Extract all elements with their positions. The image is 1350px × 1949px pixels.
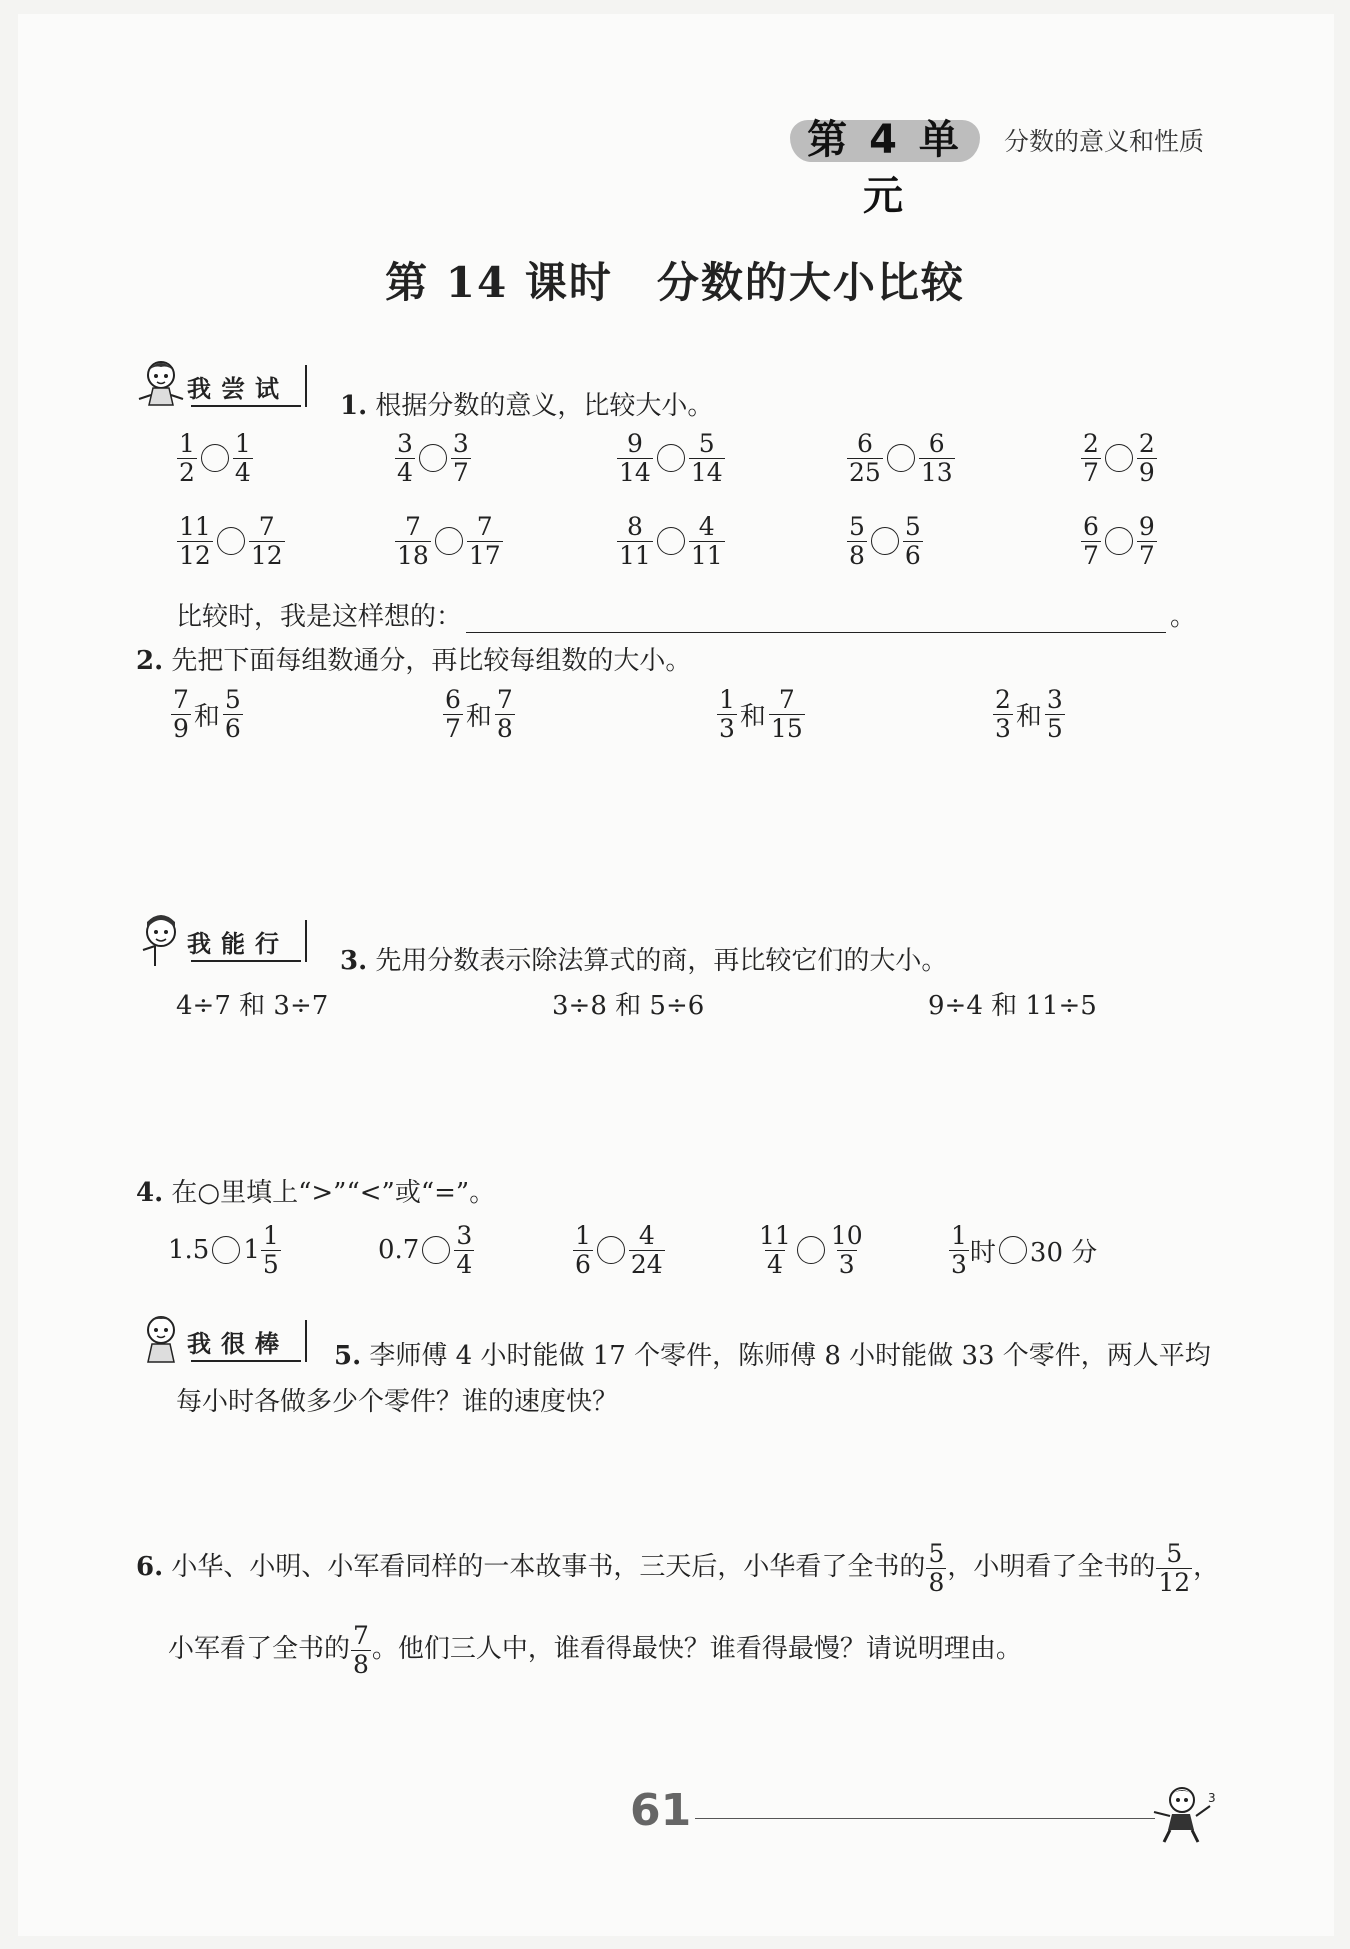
- comparison-item: [616, 430, 726, 486]
- q4-items: [168, 1222, 1168, 1292]
- question-text: 李师傅 4 小时能做 17 个零件，陈师傅 8 小时能做 33 个零件，两人平均: [369, 1341, 1211, 1371]
- fraction: $\frac{7}{8}$: [496, 685, 513, 743]
- fraction: $\frac{7}{9}$: [173, 685, 189, 743]
- section-label-try: 我尝试: [187, 375, 289, 403]
- answer-circle[interactable]: [657, 444, 685, 472]
- question-2-prompt: [136, 640, 691, 677]
- fraction: $\frac{1}{5}$: [262, 1221, 279, 1279]
- question-text: 先把下面每组数通分，再比较每组数的大小。: [171, 646, 692, 676]
- fraction-pair: $\frac{7}{9}$ 和 $\frac{5}{6}$: [173, 685, 241, 743]
- question-number: 5.: [334, 1341, 362, 1371]
- fraction: $\frac{6}{13}$: [920, 429, 953, 487]
- q3-item: 3÷8 和 5÷6: [552, 991, 705, 1021]
- question-text: 根据分数的意义，比较大小。: [375, 391, 714, 421]
- unit-subtitle: 分数的意义和性质: [1004, 127, 1205, 156]
- fraction: $\frac{11}{12}$: [179, 512, 211, 570]
- comparison-item: [176, 430, 254, 486]
- section-label-great: 我很棒: [187, 1330, 289, 1358]
- fraction: $\frac{4}{11}$: [690, 512, 723, 570]
- fraction: $\frac{4}{24}$: [630, 1221, 663, 1279]
- question-number: 1.: [340, 391, 368, 421]
- fraction: $\frac{5}{12}$: [1158, 1539, 1191, 1597]
- fraction: $\frac{7}{12}$: [250, 512, 283, 570]
- q2-pairs: [170, 686, 1170, 756]
- section-badge-try: [135, 355, 310, 413]
- section-badge-can: [135, 910, 310, 968]
- comparison-item: 0.7 $\frac{3}{4}$: [378, 1221, 473, 1279]
- question-number: 4.: [136, 1178, 164, 1208]
- answer-circle[interactable]: [1105, 444, 1133, 472]
- comparison-item: [846, 513, 924, 569]
- svg-text:3: 3: [1208, 1791, 1216, 1805]
- section-label-can: 我能行: [187, 930, 289, 958]
- answer-circle[interactable]: [797, 1236, 825, 1264]
- fraction: $\frac{6}{7}$: [1083, 512, 1099, 570]
- fraction: $\frac{7}{8}$: [353, 1621, 369, 1679]
- comparison-item: [394, 430, 472, 486]
- unit-banner: [790, 112, 980, 219]
- fraction: $\frac{3}{5}$: [1046, 685, 1063, 743]
- answer-circle[interactable]: [657, 527, 685, 555]
- q1-explanation: 比较时，我是这样想的： 。: [176, 602, 1197, 632]
- fraction: $\frac{2}{3}$: [995, 685, 1011, 743]
- comparison-item: [616, 513, 726, 569]
- fraction: $\frac{5}{14}$: [690, 429, 723, 487]
- question-5-line-1: [334, 1335, 1211, 1372]
- question-number: 3.: [340, 946, 368, 976]
- answer-circle[interactable]: [217, 527, 245, 555]
- question-6-line-2: 小军看了全书的 $\frac{7}{8}$ 。他们三人中，谁看得最快？谁看得最慢？请说明理由。: [168, 1621, 1022, 1679]
- fraction: $\frac{5}{8}$: [928, 1539, 945, 1597]
- fraction: $\frac{11}{4}$: [759, 1221, 791, 1279]
- kid-mascot-icon: [135, 1310, 187, 1368]
- section-underline: [191, 405, 301, 407]
- fraction: $\frac{3}{4}$: [456, 1221, 473, 1279]
- boy-mascot-icon: [135, 910, 187, 968]
- question-6-line-1: 6. 小华、小明、小军看同样的一本故事书，三天后，小华看了全书的 $\frac{5}{8}$ ，小明看了全书的 $\frac{5}{12}$ ，: [136, 1539, 1220, 1597]
- section-underline: [191, 960, 301, 962]
- comparison-item: [176, 513, 286, 569]
- fraction: $\frac{1}{6}$: [575, 1221, 591, 1279]
- fraction: $\frac{1}{3}$: [951, 1221, 967, 1279]
- fraction: $\frac{1}{2}$: [179, 429, 195, 487]
- explanation-prompt: 比较时，我是这样想的：: [176, 602, 463, 632]
- question-number: 6.: [136, 1552, 164, 1582]
- answer-circle[interactable]: [597, 1236, 625, 1264]
- comparison-item: [572, 1222, 666, 1278]
- fraction: $\frac{9}{14}$: [619, 429, 651, 487]
- fraction: $\frac{3}{7}$: [452, 429, 469, 487]
- comparison-item: [1080, 430, 1158, 486]
- fraction-pair: $\frac{6}{7}$ 和 $\frac{7}{8}$: [445, 685, 513, 743]
- fraction: $\frac{7}{15}$: [770, 685, 803, 743]
- answer-circle[interactable]: [999, 1236, 1027, 1264]
- fraction: $\frac{3}{4}$: [397, 429, 413, 487]
- section-badge-great: [135, 1310, 310, 1368]
- comparison-item: [1080, 513, 1158, 569]
- answer-circle[interactable]: [871, 527, 899, 555]
- section-divider: [305, 920, 307, 962]
- question-3-prompt: [340, 940, 947, 977]
- question-text: 在○里填上“>”“<”或“=”。: [171, 1178, 496, 1208]
- fraction: $\frac{1}{4}$: [234, 429, 251, 487]
- comparison-item: $\frac{1}{3}$ 时 30 分: [951, 1221, 1098, 1279]
- question-number: 2.: [136, 646, 164, 676]
- mascot-footer-icon: [1150, 1782, 1220, 1848]
- page-number: 61: [630, 1785, 692, 1836]
- fraction: $\frac{6}{25}$: [849, 429, 881, 487]
- answer-circle[interactable]: [1105, 527, 1133, 555]
- fraction: $\frac{9}{7}$: [1138, 512, 1155, 570]
- unit-label: 第 4 单元: [807, 117, 963, 219]
- question-1-prompt: [340, 385, 713, 422]
- answer-circle[interactable]: [422, 1236, 450, 1264]
- section-underline: [191, 1360, 301, 1362]
- fraction: $\frac{5}{6}$: [224, 685, 241, 743]
- answer-circle[interactable]: [435, 527, 463, 555]
- fraction-pair: $\frac{2}{3}$ 和 $\frac{3}{5}$: [995, 685, 1063, 743]
- fraction: $\frac{2}{9}$: [1138, 429, 1155, 487]
- girl-mascot-icon: [135, 355, 187, 413]
- answer-circle[interactable]: [201, 444, 229, 472]
- answer-circle[interactable]: [212, 1236, 240, 1264]
- section-divider: [305, 1320, 307, 1362]
- q3-item: 4÷7 和 3÷7: [176, 991, 329, 1021]
- answer-circle[interactable]: [887, 444, 915, 472]
- fraction-pair: $\frac{1}{3}$ 和 $\frac{7}{15}$: [719, 685, 803, 743]
- comparison-item: 1.5 1 $\frac{1}{5}$: [168, 1221, 279, 1279]
- question-5-line-2: 每小时各做多少个零件？谁的速度快？: [176, 1387, 619, 1417]
- comparison-item: [756, 1222, 866, 1278]
- fraction: $\frac{1}{3}$: [719, 685, 735, 743]
- q3-item: 9÷4 和 11÷5: [928, 991, 1097, 1021]
- footer-rule: [695, 1818, 1155, 1819]
- comparison-item: [846, 430, 956, 486]
- question-text: 先用分数表示除法算式的商，再比较它们的大小。: [375, 946, 948, 976]
- fraction: $\frac{6}{7}$: [445, 685, 461, 743]
- comparison-item: [394, 513, 504, 569]
- question-4-prompt: [136, 1172, 495, 1209]
- answer-circle[interactable]: [419, 444, 447, 472]
- fraction: $\frac{5}{8}$: [849, 512, 865, 570]
- fraction: $\frac{7}{17}$: [468, 512, 501, 570]
- fraction: $\frac{10}{3}$: [830, 1221, 863, 1279]
- lesson-title: 第 14 课时 分数的大小比较: [385, 258, 965, 307]
- fraction: $\frac{2}{7}$: [1083, 429, 1099, 487]
- fraction: $\frac{8}{11}$: [619, 512, 651, 570]
- fraction: $\frac{7}{18}$: [397, 512, 429, 570]
- answer-blank-line[interactable]: [466, 610, 1166, 633]
- fraction: $\frac{5}{6}$: [904, 512, 921, 570]
- section-divider: [305, 365, 307, 407]
